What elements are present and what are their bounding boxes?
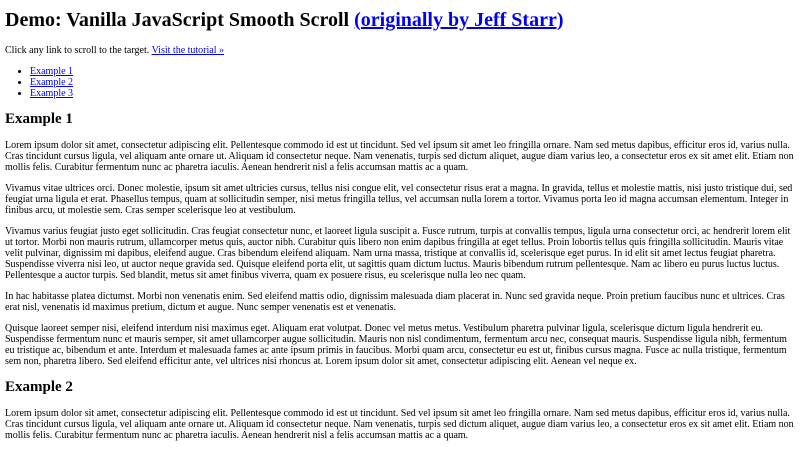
paragraph: Lorem ipsum dolor sit amet, consectetur adipiscing elit. Pellentesque commodo id est ut tincidunt. Sed vel ipsum sit amet leo fringilla ornare. Nam sed metus dapibus, efficitur eros id, varius nulla. Cras tincidunt cursus ligula, vel aliquam ante ornare ut. Aliquam id consectetur neque. Nam venenatis, turpis sed dictum aliquet, augue diam varius leo, a consectetur eros ex sit amet elit. Etiam non mollis felis. Curabitur fermentum nunc ac pharetra iaculis. Aenean hendrerit nisl a felis accumsan mattis ac a quam. (5, 407, 794, 441)
nav-link-example-2[interactable]: Example 2 (30, 76, 74, 88)
page (5, 9, 795, 441)
page-title: Demo: Vanilla JavaScript Smooth Scroll (originally by Jeff Starr) (5, 8, 564, 31)
paragraph: In hac habitasse platea dictumst. Morbi non venenatis enim. Sed eleifend mattis odio, dignissim malesuada diam placerat in. Nunc sed gravida neque. Proin pretium faucibus nunc et ultrices. Cras erat nisl, venenatis id maximus pretium, dictum et augue. Nunc semper venenatis est et venenatis. (5, 290, 785, 313)
credit-link[interactable]: (originally by Jeff Starr) (354, 8, 564, 31)
nav-link-example-1[interactable]: Example 1 (30, 65, 74, 77)
section-heading: Example 2 (5, 378, 73, 395)
paragraph: Quisque laoreet semper nisi, eleifend interdum nisi maximus eget. Aliquam erat volutpat. Donec vel metus metus. Vestibulum pharetra pulvinar ligula, scelerisque dictum ligula hendrerit eu. Suspendisse fermentum nunc et mauris semper, sit amet ullamcorper augue sollicitudin. Mauris non nisl condimentum, fermentum arcu nec, consequat mauris. Suspendisse ligula nibh, fermentum eu tristique ac, bibendum et ante. Interdum et malesuada fames ac ante ipsum primis in faucibus. Morbi quam arcu, consectetur eu est ut, finibus cursus magna. Fusce ac nulla tristique, fermentum sem non, pharetra libero. Sed eleifend efficitur ante, vel ultrices nisi rhoncus at. Lorem ipsum dolor sit amet, consectetur adipiscing elit. Aenean vel neque ex. (5, 322, 787, 367)
nav-item (30, 77, 795, 88)
paragraph: Vivamus vitae ultrices orci. Donec molestie, ipsum sit amet ultricies cursus, tellus nisi congue elit, vel consectetur risus erat a magna. In gravida, tellus et molestie mattis, nisi justo tristique dui, sed feugiat urna ligula et erat. Phasellus tempus, quam at sollicitudin semper, nisi metus fringilla tellus, vel accumsan nulla lorem a tortor. Vivamus porta leo id magna accumsan elementum. Integer in finibus arcu, ut molestie sem. Cras semper scelerisque leo at vestibulum. (5, 182, 793, 216)
paragraph: Vivamus varius feugiat justo eget sollicitudin. Cras feugiat consectetur nunc, et laoreet ligula suscipit a. Fusce rutrum, turpis at convallis tempus, ligula urna consectetur orci, ac hendrerit lorem elit ut tortor. Morbi non mauris rutrum, ullamcorper metus quis, auctor nibh. Curabitur quis libero non enim dapibus fringilla at eget tellus. Proin lobortis tellus quis fringilla sollicitudin. Mauris vitae velit pulvinar, dignissim mi dapibus, eleifend augue. Cras bibendum eleifend aliquam. Nam urna massa, tristique at convallis id, scelerisque eget purus. In id elit sit amet lectus feugiat pharetra. Suspendisse viverra nisi leo, ut auctor neque gravida sed. Quisque eleifend porta elit, ut sagittis quam dictum luctus. Mauris bibendum rutrum pellentesque. Nam ac libero eu purus luctus luctus. Pellentesque a auctor turpis. Sed blandit, metus sit amet finibus viverra, quam ex posuere risus, eu scelerisque nulla leo nec quam. (5, 225, 791, 281)
intro: Click any link to scroll to the target. Visit the tutorial » (5, 44, 225, 56)
section-heading: Example 1 (5, 110, 73, 127)
nav-list (5, 66, 795, 99)
tutorial-link[interactable]: Visit the tutorial » (151, 44, 225, 56)
nav-link-example-3[interactable]: Example 3 (30, 87, 74, 99)
nav-item (30, 66, 795, 77)
nav-item (30, 88, 795, 99)
paragraph: Lorem ipsum dolor sit amet, consectetur adipiscing elit. Pellentesque commodo id est ut tincidunt. Sed vel ipsum sit amet leo fringilla ornare. Nam sed metus dapibus, efficitur eros id, varius nulla. Cras tincidunt cursus ligula, vel aliquam ante ornare ut. Aliquam id consectetur neque. Nam venenatis, turpis sed dictum aliquet, augue diam varius leo, a consectetur eros ex sit amet elit. Etiam non mollis felis. Curabitur fermentum nunc ac pharetra iaculis. Aenean hendrerit nisl a felis accumsan mattis ac a quam. (5, 139, 794, 173)
